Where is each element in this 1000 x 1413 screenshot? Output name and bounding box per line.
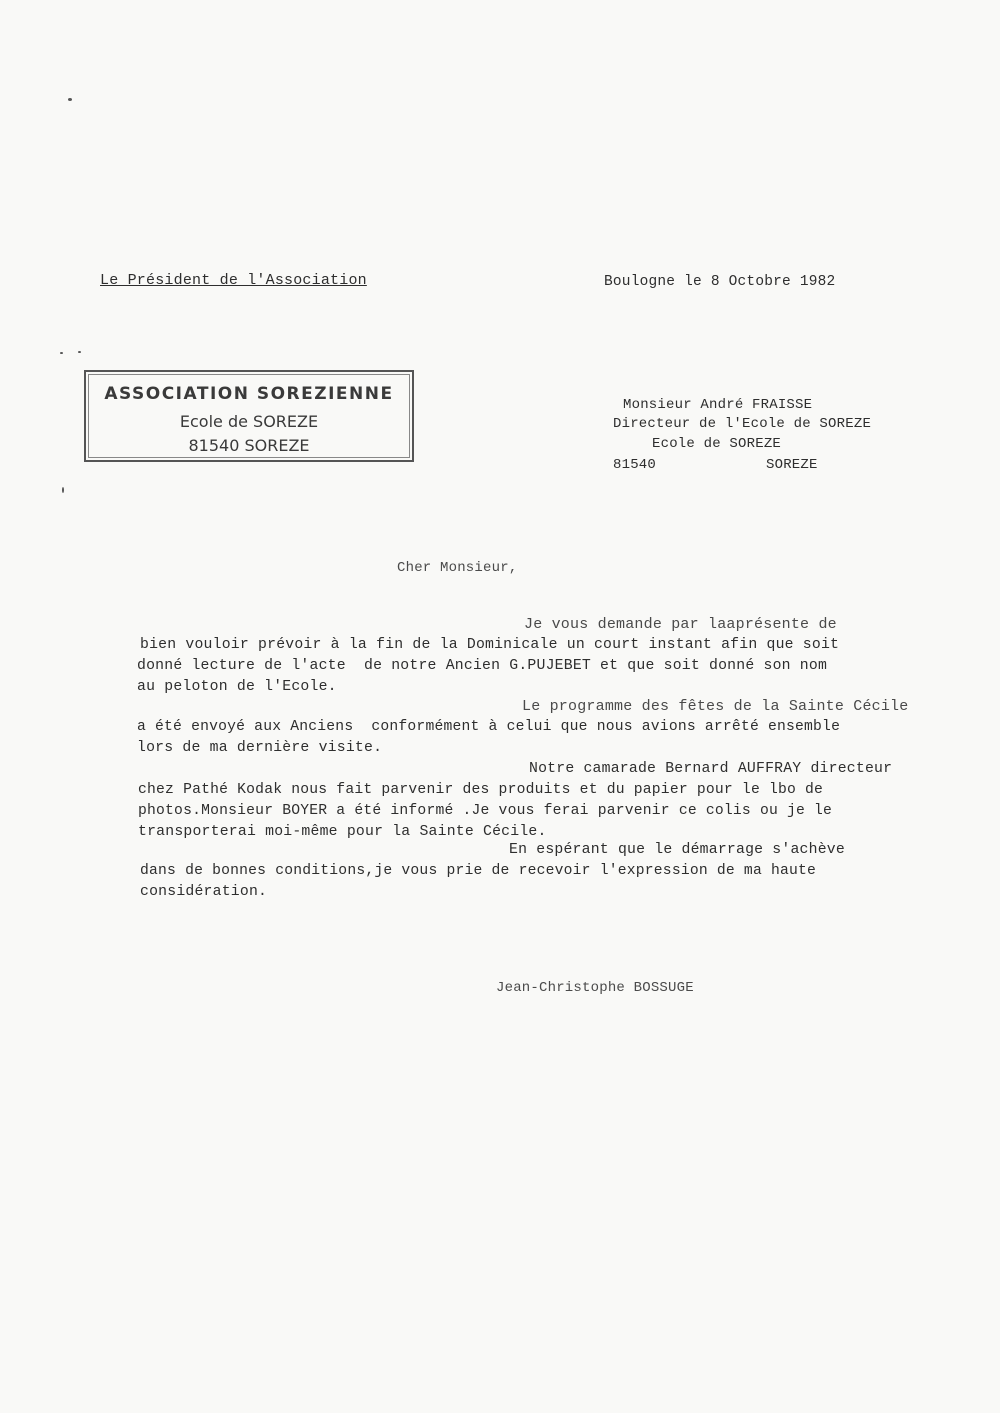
scan-speck: [68, 98, 72, 101]
body-line: donné lecture de l'acte de notre Ancien G.PUJEBET et que soit donné son nom: [137, 658, 828, 674]
body-line: photos.Monsieur BOYER a été informé .Je vous ferai parvenir ce colis ou je le: [138, 803, 833, 819]
body-line: lors de ma dernière visite.: [137, 740, 383, 756]
body-line: En espérant que le démarrage s'achève: [509, 842, 845, 858]
body-line: Je vous demande par laaprésente de: [524, 616, 837, 633]
body-line: transporterai moi-même pour la Sainte Cécile.: [138, 824, 547, 840]
recipient-school: Ecole de SOREZE: [652, 436, 782, 452]
sender-title: Le Président de l'Association: [100, 272, 367, 289]
body-line: chez Pathé Kodak nous fait parvenir des produits et du papier pour le lbo de: [138, 782, 824, 798]
body-line: a été envoyé aux Anciens conformément à celui que nous avions arrêté ensemble: [137, 719, 841, 735]
recipient-title: Directeur de l'Ecole de SOREZE: [613, 416, 872, 432]
recipient-name: Monsieur André FRAISSE: [623, 397, 813, 413]
body-line: bien vouloir prévoir à la fin de la Dominicale un court instant afin que soit: [140, 637, 840, 653]
salutation: Cher Monsieur,: [397, 560, 518, 576]
scan-speck: [60, 352, 63, 354]
body-line: au peloton de l'Ecole.: [137, 679, 337, 695]
body-line: Notre camarade Bernard AUFFRAY directeur: [529, 761, 893, 777]
stamp-line-2: Ecole de SOREZE: [179, 412, 319, 431]
body-line: considération.: [140, 884, 268, 900]
scan-speck: [62, 487, 64, 493]
signature: Jean-Christophe BOSSUGE: [496, 980, 694, 996]
recipient-postcode: 81540: [613, 457, 657, 473]
association-stamp: [84, 370, 414, 462]
body-line: dans de bonnes conditions,je vous prie de recevoir l'expression de ma haute: [140, 863, 817, 879]
recipient-city: SOREZE: [766, 457, 818, 473]
stamp-line-3: 81540 SOREZE: [188, 436, 310, 455]
scan-speck: [78, 351, 81, 353]
body-line: Le programme des fêtes de la Sainte Cécile: [522, 698, 909, 715]
place-date: Boulogne le 8 Octobre 1982: [604, 274, 836, 290]
stamp-line-1: ASSOCIATION SOREZIENNE: [104, 384, 394, 404]
